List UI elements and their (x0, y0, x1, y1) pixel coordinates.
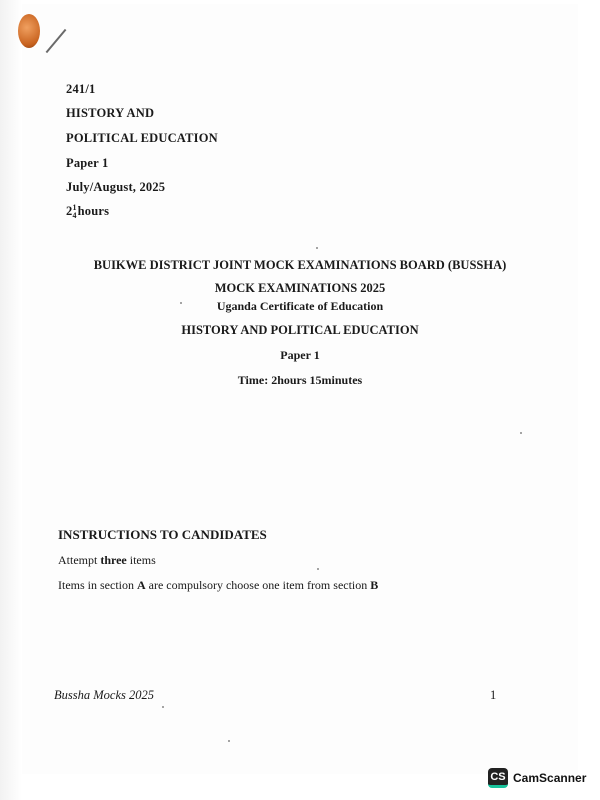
duration-fraction (72, 204, 76, 220)
instruction-line-2 (58, 578, 378, 593)
scan-edge-shadow (0, 0, 22, 800)
page-number: 1 (490, 688, 497, 702)
paper-label: Paper 1 (66, 156, 109, 170)
exam-title: MOCK EXAMINATIONS 2025 (214, 281, 386, 295)
scan-speck (228, 740, 230, 742)
instruction-emphasis: three (100, 553, 127, 567)
camscanner-logo-icon: CS (488, 768, 508, 788)
duration-whole: 2 (66, 204, 73, 218)
duration-unit: hours (77, 204, 110, 218)
subject-line-1: HISTORY AND (66, 106, 155, 120)
board-title: BUIKWE DISTRICT JOINT MOCK EXAMINATIONS BOARD (BUSSHA) (93, 258, 507, 272)
duration-numerator: 1 (72, 203, 77, 213)
instruction-emphasis: A (136, 578, 146, 592)
subject-line-2: POLITICAL EDUCATION (66, 131, 218, 145)
instruction-line-1 (58, 553, 156, 568)
paper-code: 241/1 (66, 82, 96, 96)
duration (66, 204, 109, 220)
paper-title: Paper 1 (280, 348, 320, 362)
instruction-text: Attempt (58, 553, 101, 567)
instruction-text: items (126, 553, 156, 567)
camscanner-text: CamScanner (513, 771, 587, 785)
instruction-emphasis: B (370, 578, 379, 592)
certificate-title: Uganda Certificate of Education (216, 299, 384, 313)
time-allowed: Time: 2hours 15minutes (237, 373, 363, 387)
subject-title: HISTORY AND POLITICAL EDUCATION (181, 323, 419, 337)
footer-label: Bussha Mocks 2025 (54, 688, 154, 702)
scan-speck (316, 247, 318, 249)
orange-object-image (18, 14, 40, 48)
duration-denominator: 4 (72, 211, 77, 221)
instruction-text: are compulsory choose one item from section (145, 578, 371, 592)
scan-speck (520, 432, 522, 434)
camscanner-watermark (488, 768, 586, 788)
instruction-text: Items in section (58, 578, 137, 592)
instructions-heading: INSTRUCTIONS TO CANDIDATES (58, 527, 267, 542)
scan-speck (317, 568, 319, 570)
scan-speck (162, 706, 164, 708)
exam-date: July/August, 2025 (66, 180, 166, 194)
